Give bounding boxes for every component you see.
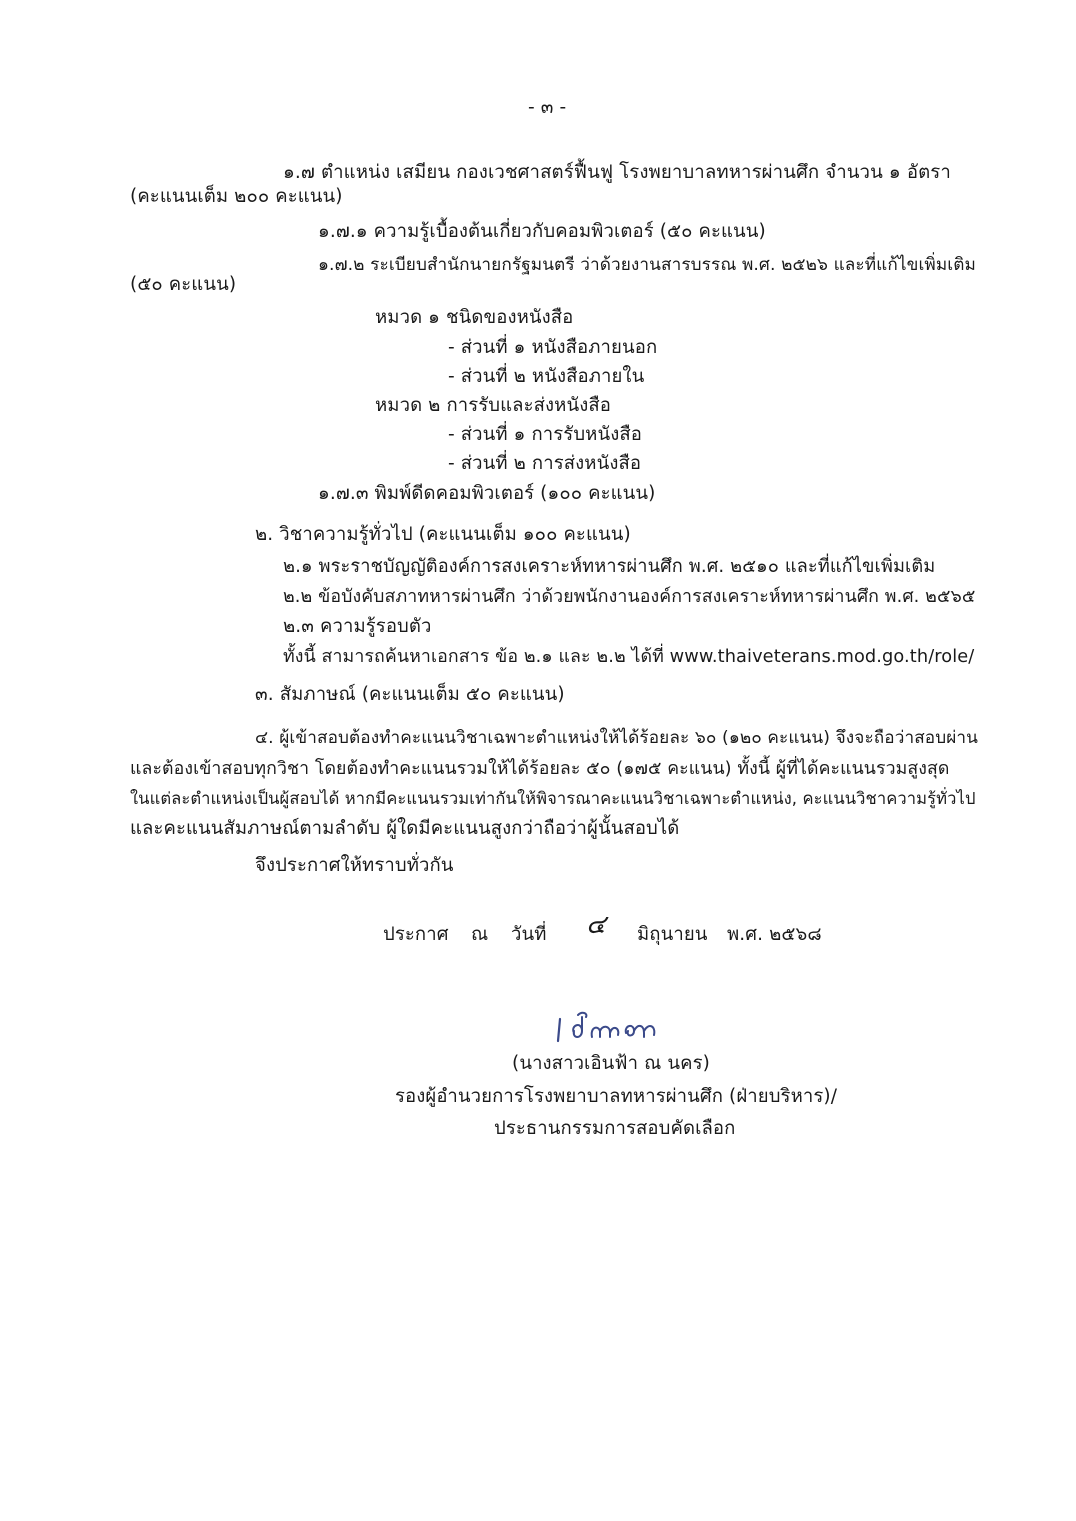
signature — [548, 1007, 668, 1047]
category-1-part-2: - ส่วนที่ ๒ หนังสือภายใน — [448, 366, 645, 387]
section-4-line-3: ในแต่ละตำแหน่งเป็นผู้สอบได้ หากมีคะแนนรวมเท่ากันให้พิจารณาคะแนนวิชาเฉพาะตำแหน่ง, คะแนนวิชาความรู้ทั่วไป — [130, 789, 976, 808]
announce-at: ณ — [471, 924, 489, 945]
section-4-line-4: และคะแนนสัมภาษณ์ตามลำดับ ผู้ใดมีคะแนนสูงกว่าถือว่าผู้นั้นสอบได้ — [130, 818, 680, 839]
section-2-heading: ๒. วิชาความรู้ทั่วไป (คะแนนเต็ม ๑๐๐ คะแนน) — [255, 524, 631, 545]
section-4-line-2: และต้องเข้าสอบทุกวิชา โดยต้องทำคะแนนรวมให้ได้ร้อยละ ๕๐ (๑๗๕ คะแนน) ทั้งนี้ ผู้ที่ได้คะแนนรวมสูงสุด — [130, 759, 950, 779]
announce-month: มิถุนายน — [637, 924, 708, 945]
announce-word: ประกาศ — [383, 924, 449, 945]
item-2-3: ๒.๓ ความรู้รอบตัว — [283, 616, 432, 637]
closing-statement: จึงประกาศให้ทราบทั่วกัน — [255, 855, 454, 876]
announce-day: ๔ — [586, 910, 606, 940]
category-1-part-1: - ส่วนที่ ๑ หนังสือภายนอก — [448, 337, 658, 358]
page-number: - ๓ - — [528, 97, 567, 118]
section-4-line-1: ๔. ผู้เข้าสอบต้องทำคะแนนวิชาเฉพาะตำแหน่งให้ได้ร้อยละ ๖๐ (๑๒๐ คะแนน) จึงจะถือว่าสอบผ่าน — [255, 728, 978, 748]
item-2-2: ๒.๒ ข้อบังคับสภาทหารผ่านศึก ว่าด้วยพนักงานองค์การสงเคราะห์ทหารผ่านศึก พ.ศ. ๒๕๖๕ — [283, 587, 976, 607]
section-1-7-total-score: (คะแนนเต็ม ๒๐๐ คะแนน) — [130, 186, 343, 207]
announce-date-label: วันที่ — [511, 924, 547, 945]
section-2-note: ทั้งนี้ สามารถค้นหาเอกสาร ข้อ ๒.๑ และ ๒.๒ ได้ที่ www.thaiveterans.mod.go.th/role/ — [283, 647, 975, 667]
signatory-name: (นางสาวเอินฟ้า ณ นคร) — [512, 1053, 710, 1074]
item-1-7-1: ๑.๗.๑ ความรู้เบื้องต้นเกี่ยวกับคอมพิวเตอร์ (๕๐ คะแนน) — [318, 221, 766, 242]
category-2-part-1: - ส่วนที่ ๑ การรับหนังสือ — [448, 424, 642, 445]
category-1: หมวด ๑ ชนิดของหนังสือ — [375, 307, 574, 328]
item-2-1: ๒.๑ พระราชบัญญัติองค์การสงเคราะห์ทหารผ่านศึก พ.ศ. ๒๕๑๐ และที่แก้ไขเพิ่มเติม — [283, 556, 936, 577]
category-2-part-2: - ส่วนที่ ๒ การส่งหนังสือ — [448, 453, 642, 474]
announce-year: พ.ศ. ๒๕๖๘ — [727, 924, 822, 945]
item-1-7-2-score: (๕๐ คะแนน) — [130, 274, 237, 295]
section-3-heading: ๓. สัมภาษณ์ (คะแนนเต็ม ๕๐ คะแนน) — [255, 684, 565, 705]
signatory-committee-role: ประธานกรรมการสอบคัดเลือก — [494, 1118, 736, 1139]
signatory-title: รองผู้อำนวยการโรงพยาบาลทหารผ่านศึก (ฝ่ายบริหาร)/ — [395, 1086, 838, 1107]
item-1-7-3: ๑.๗.๓ พิมพ์ดีดคอมพิวเตอร์ (๑๐๐ คะแนน) — [318, 483, 656, 504]
category-2: หมวด ๒ การรับและส่งหนังสือ — [375, 395, 611, 416]
item-1-7-2: ๑.๗.๒ ระเบียบสำนักนายกรัฐมนตรี ว่าด้วยงานสารบรรณ พ.ศ. ๒๕๒๖ และที่แก้ไขเพิ่มเติม — [318, 255, 976, 275]
section-1-7-heading: ๑.๗ ตำแหน่ง เสมียน กองเวชศาสตร์ฟื้นฟู โรงพยาบาลทหารผ่านศึก จำนวน ๑ อัตรา — [283, 162, 951, 183]
